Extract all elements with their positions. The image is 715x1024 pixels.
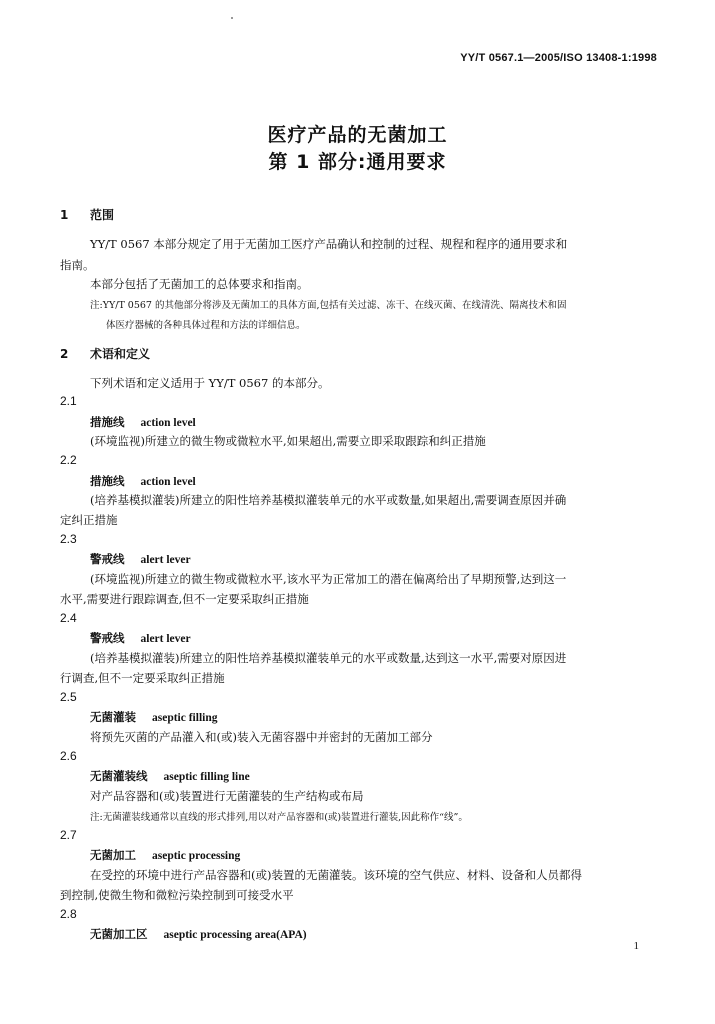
term-definition: (培养基模拟灌装)所建立的阳性培养基模拟灌装单元的水平或数量,如果超出,需要调查原因并确	[90, 493, 567, 507]
term-zh: 无菌加工	[90, 848, 136, 862]
term-note: 注:无菌灌装线通常以直线的形式排列,用以对产品容器和(或)装置进行灌装,因此称作“线”。	[90, 812, 468, 823]
term-definition: 对产品容器和(或)装置进行无菌灌装的生产结构或布局	[90, 789, 364, 803]
term-definition: (培养基模拟灌装)所建立的阳性培养基模拟灌装单元的水平或数量,达到这一水平,需要对原因进	[90, 651, 567, 665]
term-zh: 警戒线	[90, 631, 125, 645]
section-1-heading	[60, 206, 114, 223]
standard-number-header: YY/T 0567.1—2005/ISO 13408-1:1998	[460, 52, 657, 64]
term-heading	[90, 926, 307, 942]
term-heading	[90, 551, 191, 567]
term-definition: (环境监视)所建立的微生物或微粒水平,如果超出,需要立即采取跟踪和纠正措施	[90, 434, 486, 448]
term-zh: 措施线	[90, 474, 125, 488]
term-definition-cont: 行调查,但不一定要采取纠正措施	[60, 671, 225, 685]
term-number: 2.8	[60, 907, 77, 921]
section-title: 术语和定义	[90, 347, 151, 361]
term-definition-cont: 水平,需要进行跟踪调查,但不一定要采取纠正措施	[60, 592, 309, 606]
term-en: alert lever	[140, 554, 191, 566]
scope-note-line2: 体医疗器械的各种具体过程和方法的详细信息。	[106, 320, 306, 331]
document-subtitle: 第 1 部分:通用要求	[268, 151, 447, 173]
term-number: 2.3	[60, 532, 77, 546]
term-number: 2.1	[60, 394, 77, 408]
term-zh: 无菌灌装	[90, 710, 136, 724]
scan-speck	[231, 17, 233, 19]
term-en: action level	[140, 476, 196, 488]
term-en: action level	[140, 417, 196, 429]
term-number: 2.5	[60, 690, 77, 704]
section-title: 范围	[90, 208, 115, 222]
term-heading	[90, 768, 250, 784]
term-heading	[90, 709, 218, 725]
term-definition-cont: 到控制,使微生物和微粒污染控制到可接受水平	[60, 888, 294, 902]
terms-intro: 下列术语和定义适用于 YY/T 0567 的本部分。	[90, 376, 330, 390]
term-number: 2.6	[60, 749, 77, 763]
term-heading	[90, 414, 196, 430]
document-title: 医疗产品的无菌加工	[267, 124, 448, 146]
page-number: 1	[633, 940, 639, 952]
term-zh: 无菌灌装线	[90, 769, 148, 783]
scope-note-line1: 注:YY/T 0567 的其他部分将涉及无菌加工的具体方面,包括有关过滤、冻干、在线灭菌、在线清洗、隔离技术和固	[90, 300, 567, 311]
term-number: 2.7	[60, 828, 77, 842]
term-number: 2.2	[60, 453, 77, 467]
term-en: aseptic processing	[152, 850, 241, 862]
term-en: aseptic filling	[152, 712, 218, 724]
term-heading	[90, 630, 191, 646]
term-heading	[90, 847, 240, 863]
term-en: alert lever	[140, 633, 191, 645]
term-heading	[90, 473, 196, 489]
term-en: aseptic filling line	[163, 771, 250, 783]
scope-paragraph-line2: 指南。	[60, 258, 95, 272]
scope-paragraph-2: 本部分包括了无菌加工的总体要求和指南。	[90, 277, 309, 291]
term-zh: 警戒线	[90, 552, 125, 566]
term-zh: 无菌加工区	[90, 927, 148, 941]
term-number: 2.4	[60, 611, 77, 625]
term-definition: (环境监视)所建立的微生物或微粒水平,该水平为正常加工的潜在偏离给出了早期预警,达到这一	[90, 572, 567, 586]
term-definition: 在受控的环境中进行产品容器和(或)装置的无菌灌装。该环境的空气供应、材料、设备和人员都得	[90, 868, 582, 882]
term-en: aseptic processing area(APA)	[163, 929, 307, 941]
section-number: 2	[60, 347, 69, 361]
section-2-heading	[60, 345, 150, 362]
term-definition: 将预先灭菌的产品灌入和(或)装入无菌容器中并密封的无菌加工部分	[90, 730, 433, 744]
scope-paragraph-line1: YY/T 0567 本部分规定了用于无菌加工医疗产品确认和控制的过程、规程和程序的通用要求和	[90, 237, 568, 251]
section-number: 1	[60, 208, 69, 222]
term-zh: 措施线	[90, 415, 125, 429]
term-definition-cont: 定纠正措施	[60, 513, 118, 527]
